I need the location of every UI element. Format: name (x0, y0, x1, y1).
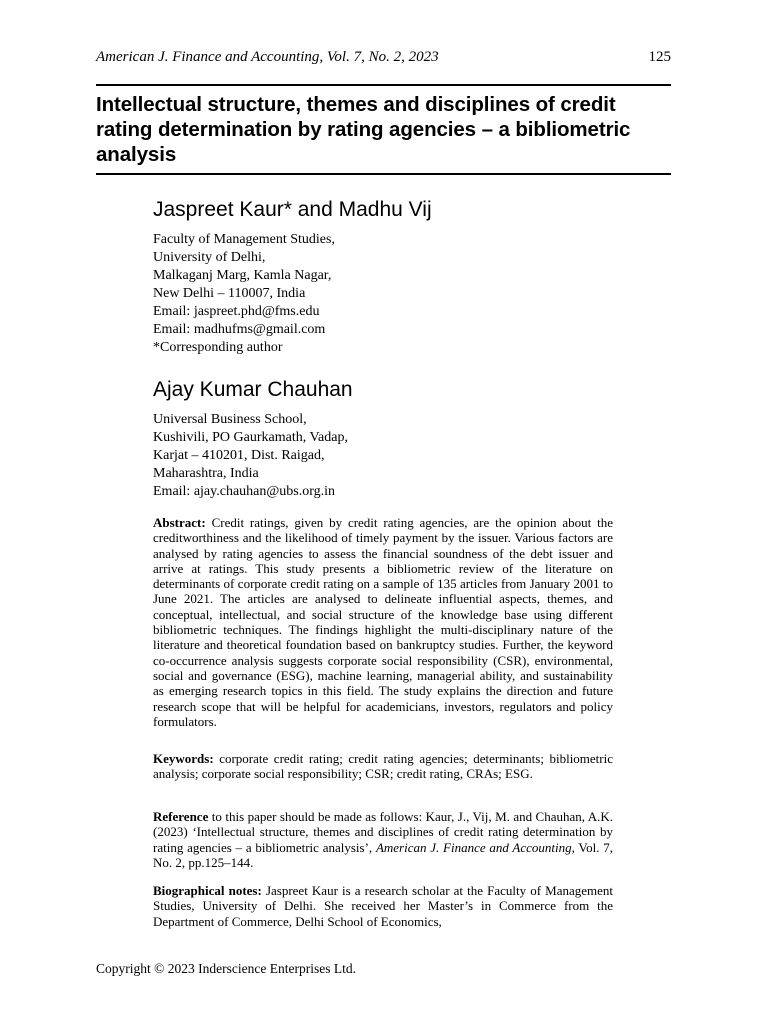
keywords-text: corporate credit rating; credit rating agencies; determinants; bibliometric analysis; corporate social responsibility; CSR; credit rating, CRAs; ESG. (153, 751, 614, 782)
abstract-section (153, 515, 613, 729)
keywords-section (153, 751, 613, 782)
affiliation-line: Faculty of Management Studies, (153, 232, 335, 247)
affiliation-line: Malkaganj Marg, Kamla Nagar, (153, 268, 332, 283)
biographical-text: Jaspreet Kaur is a research scholar at the Faculty of Management Studies, University of Delhi. She received her Master’s in Commerce from the Department of Commerce, Delhi School of Economics, (153, 883, 613, 929)
abstract (153, 515, 613, 729)
reference-section (153, 809, 613, 870)
reference-journal: American J. Finance and Accounting (375, 839, 572, 855)
affiliation-line: University of Delhi, (153, 250, 266, 265)
paper-title: Intellectual structure, themes and disciplines of credit rating determination by rating agencies – a bibliometric analysis (96, 93, 631, 166)
author-block-2 (153, 378, 613, 501)
keywords-label: Keywords: (153, 751, 214, 766)
affiliation-line: New Delhi – 110007, India (153, 286, 306, 301)
reference-label: Reference (153, 809, 209, 824)
affiliation-line: Karjat – 410201, Dist. Raigad, (153, 448, 325, 463)
abstract-text: Credit ratings, given by credit rating agencies, are the opinion about the creditworthiness and the likelihood of timely payment by the issuer. Various factors are analysed by rating agencies to assess the financial soundness of the debt issuer and arrive at ratings. This study presents a bibliometric review of the literature on determinants of corporate credit rating on a sample of 135 articles from January 2001 to June 2021. The articles are analysed to delineate influential aspects, themes, and conceptual, intellectual, and social structure of the knowledge base using different bibliometric techniques. The findings highlight the multi-disciplinary nature of the literature and theoretical foundation based on bankruptcy studies. Further, the keyword co-occurrence analysis suggests corporate social responsibility (CSR), environmental, social and governance (ESG), machine learning, managerial ability, and sustainability as emerging research topics in this field. The study explains the direction and future research scope that will be helpful for academicians, investors, regulators and policy formulators. (153, 515, 613, 729)
affiliation-email: Email: jaspreet.phd@fms.edu (153, 304, 320, 319)
keywords (153, 751, 613, 782)
affiliation-line: Maharashtra, India (153, 466, 259, 481)
affiliation-line: Universal Business School, (153, 412, 307, 427)
author-block-1 (153, 198, 613, 357)
author-names: Jaspreet Kaur* and Madhu Vij (153, 198, 432, 221)
author-affiliation (153, 231, 613, 357)
affiliation-email: Email: ajay.chauhan@ubs.org.in (153, 484, 336, 499)
biographical-notes (153, 883, 613, 929)
affiliation-email: Email: madhufms@gmail.com (153, 322, 326, 337)
title-block (96, 84, 671, 175)
biographical-label: Biographical notes: (153, 883, 262, 898)
page-number: 125 (648, 49, 671, 65)
abstract-label: Abstract: (153, 515, 206, 530)
reference (153, 809, 613, 870)
copyright-footer: Copyright © 2023 Inderscience Enterprises Ltd. (96, 961, 356, 976)
corresponding-author-note: *Corresponding author (153, 340, 283, 355)
running-header (96, 48, 671, 66)
author-name: Ajay Kumar Chauhan (153, 378, 353, 401)
author-affiliation (153, 411, 613, 501)
reference-volume: , Vol. 7, No. 2, pp.125–144. (153, 839, 613, 870)
reference-text: to this paper should be made as follows: Kaur, J., Vij, M. and Chauhan, A.K. (2023) ‘Intellectual structure, themes and disciplines of credit rating determination by rating agencies – a bibliometric analysis’, (153, 809, 613, 855)
affiliation-line: Kushivili, PO Gaurkamath, Vadap, (153, 430, 348, 445)
journal-citation: American J. Finance and Accounting, Vol. 7, No. 2, 2023 (96, 49, 439, 65)
biographical-section (153, 883, 613, 929)
